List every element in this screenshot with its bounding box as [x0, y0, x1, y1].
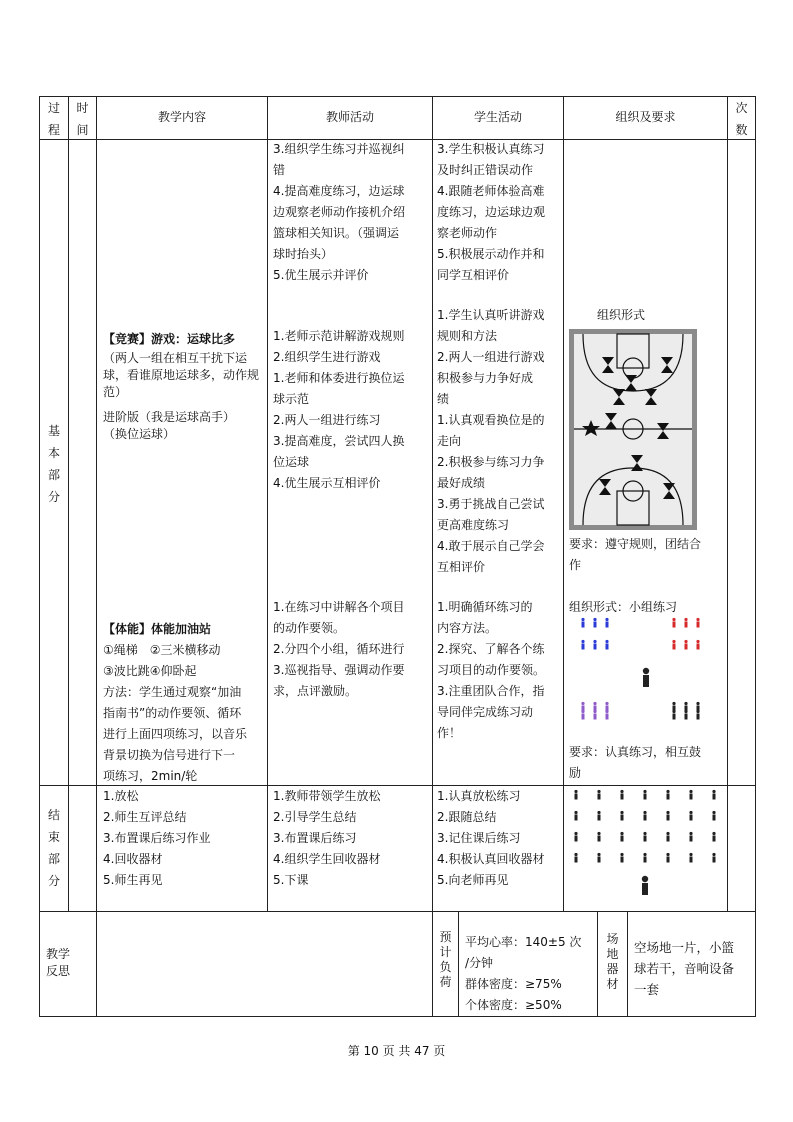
student-figure-icon	[684, 710, 687, 720]
student-figure-icon	[712, 832, 715, 842]
student-figure-icon	[689, 853, 692, 863]
fitness-items-2: ③波比跳④仰卧起	[103, 664, 197, 678]
student-figure-icon	[620, 832, 623, 842]
student-figure-icon	[666, 832, 669, 842]
student-figure-icon	[574, 853, 577, 863]
fitness-items-1: ①绳梯 ②三米横移动	[103, 643, 221, 657]
header-count: 次 数	[735, 101, 748, 137]
page-footer: 第 10 页 共 47 页	[347, 1044, 446, 1058]
game-switch: （换位运球）	[103, 427, 176, 441]
student-figure-icon	[574, 811, 577, 821]
student-figure-icon	[689, 832, 692, 842]
game-title: 【竞赛】游戏：运球比多	[103, 332, 236, 346]
header-org: 组织及要求	[615, 110, 676, 124]
org-fitness-title: 组织形式：小组练习	[569, 600, 678, 614]
student-figure-icon	[605, 710, 608, 720]
student-figure-icon	[643, 832, 646, 842]
student-figure-icon	[684, 640, 687, 650]
teacher-top: 3.组织学生练习并巡视纠 错 4.提高难度练习，边运球 边观察老师动作接机介绍 篮球相关知识。（强调运 球时抬头） 5.优生展示并评价	[273, 142, 406, 282]
student-figure-icon	[574, 832, 577, 842]
ending-section-label: 结 束 部 分	[47, 808, 60, 888]
fitness-content: 【体能】体能加油站 ①绳梯 ②三米横移动 ③波比跳④仰卧起 方法：学生通过观察“加油 指南书”的动作要领、循环 进行上面四项练习，以音乐 背景切换为信号进行下一 项练习，2min/轮	[103, 619, 265, 787]
student-figure-icon	[672, 618, 675, 628]
student-figure-icon	[643, 668, 649, 687]
fitness-title: 【体能】体能加油站	[103, 622, 212, 636]
student-figure-icon	[581, 640, 584, 650]
game-desc: （两人一组在相互干扰下运球，看谁原地运球多，动作规范）	[103, 351, 260, 399]
game-content	[103, 328, 263, 443]
ending-formation-diagram	[564, 788, 727, 906]
student-figure-icon	[593, 640, 596, 650]
student-figure-icon	[643, 790, 646, 800]
fitness-group-diagram	[564, 618, 727, 723]
student-figure-icon	[689, 790, 692, 800]
org-game-title: 组织形式	[597, 308, 646, 322]
student-figure-icon	[620, 790, 623, 800]
student-figure-icon	[696, 618, 699, 628]
student-figure-icon	[620, 853, 623, 863]
student-figure-icon	[620, 811, 623, 821]
reflection-label: 教学 反思	[46, 947, 71, 978]
student-figure-icon	[712, 811, 715, 821]
student-figure-icon	[666, 811, 669, 821]
basketball-court-diagram	[569, 329, 697, 530]
student-figure-icon	[593, 618, 596, 628]
student-figure-icon	[696, 710, 699, 720]
student-figure-icon	[605, 640, 608, 650]
student-figure-icon	[672, 640, 675, 650]
student-figure-icon	[672, 710, 675, 720]
student-figure-icon	[597, 811, 600, 821]
student-figure-icon	[581, 618, 584, 628]
student-figure-icon	[605, 618, 608, 628]
ending-student: 1.认真放松练习 2.跟随总结 3.记住课后练习 4.积极认真回收器材 5.向老师再见	[437, 789, 545, 887]
student-figure-icon	[689, 811, 692, 821]
student-figure-icon	[642, 876, 648, 895]
header-teacher: 教师活动	[325, 110, 374, 124]
basic-section-label: 基 本 部 分	[47, 424, 60, 504]
student-figure-icon	[684, 618, 687, 628]
load-values: 平均心率：140±5 次 /分钟 群体密度：≥75% 个体密度：≥50%	[465, 935, 582, 1012]
header-content: 教学内容	[157, 110, 206, 124]
student-fitness: 1.明确循环练习的 内容方法。 2.探究、了解各个练 习项目的动作要领。 3.注重团队合作，指 导同伴完成练习动 作！	[437, 600, 546, 740]
student-figure-icon	[712, 790, 715, 800]
student-figure-icon	[696, 640, 699, 650]
student-figure-icon	[666, 853, 669, 863]
header-process: 过 程	[47, 101, 60, 137]
student-figure-icon	[643, 811, 646, 821]
ending-content: 1.放松 2.师生互评总结 3.布置课后练习作业 4.回收器材 5.师生再见	[103, 789, 211, 887]
student-figure-icon	[593, 710, 596, 720]
ending-teacher: 1.教师带领学生放松 2.引导学生总结 3.布置课后练习 4.组织学生回收器材 5.下课	[273, 789, 381, 887]
student-figure-icon	[597, 790, 600, 800]
student-figure-icon	[597, 832, 600, 842]
org-fitness-requirements: 要求：认真练习，相互鼓 励	[569, 745, 702, 780]
game-advanced: 进阶版（我是运球高手）	[103, 410, 236, 424]
venue-values: 空场地一片，小篮 球若干，音响设备 一套	[634, 940, 735, 997]
student-figure-icon	[574, 790, 577, 800]
teacher-fitness: 1.在练习中讲解各个项目 的动作要领。 2.分四个小组，循环进行 3.巡视指导、强调动作要 求，点评激励。	[273, 600, 405, 698]
load-label: 预 计 负 荷	[439, 930, 452, 989]
header-time: 时 间	[76, 101, 89, 137]
student-figure-icon	[712, 853, 715, 863]
student-top: 3.学生积极认真练习 及时纠正错误动作 4.跟随老师体验高难 度练习，边运球边观 察老师动作 5.积极展示动作并和 同学互相评价	[437, 142, 546, 282]
student-game: 1.学生认真听讲游戏 规则和方法 2.两人一组进行游戏 积极参与力争好成 绩 1.认真观看换位是的 走向 2.积极参与练习力争 最好成绩 3.勇于挑战自己尝试 更高难度练习 4.敢于展示自己学会 互相评价	[437, 308, 545, 574]
teacher-game: 1.老师示范讲解游戏规则 2.组织学生进行游戏 1.老师和体委进行换位运 球示范 2.两人一组进行练习 3.提高难度，尝试四人换 位运球 4.优生展示互相评价	[273, 329, 405, 490]
venue-label: 场 地 器 材	[606, 932, 619, 991]
student-figure-icon	[597, 853, 600, 863]
student-figure-icon	[666, 790, 669, 800]
student-figure-icon	[581, 710, 584, 720]
org-game-requirements: 要求：遵守规则，团结合 作	[569, 537, 702, 572]
header-student: 学生活动	[473, 110, 522, 124]
student-figure-icon	[643, 853, 646, 863]
